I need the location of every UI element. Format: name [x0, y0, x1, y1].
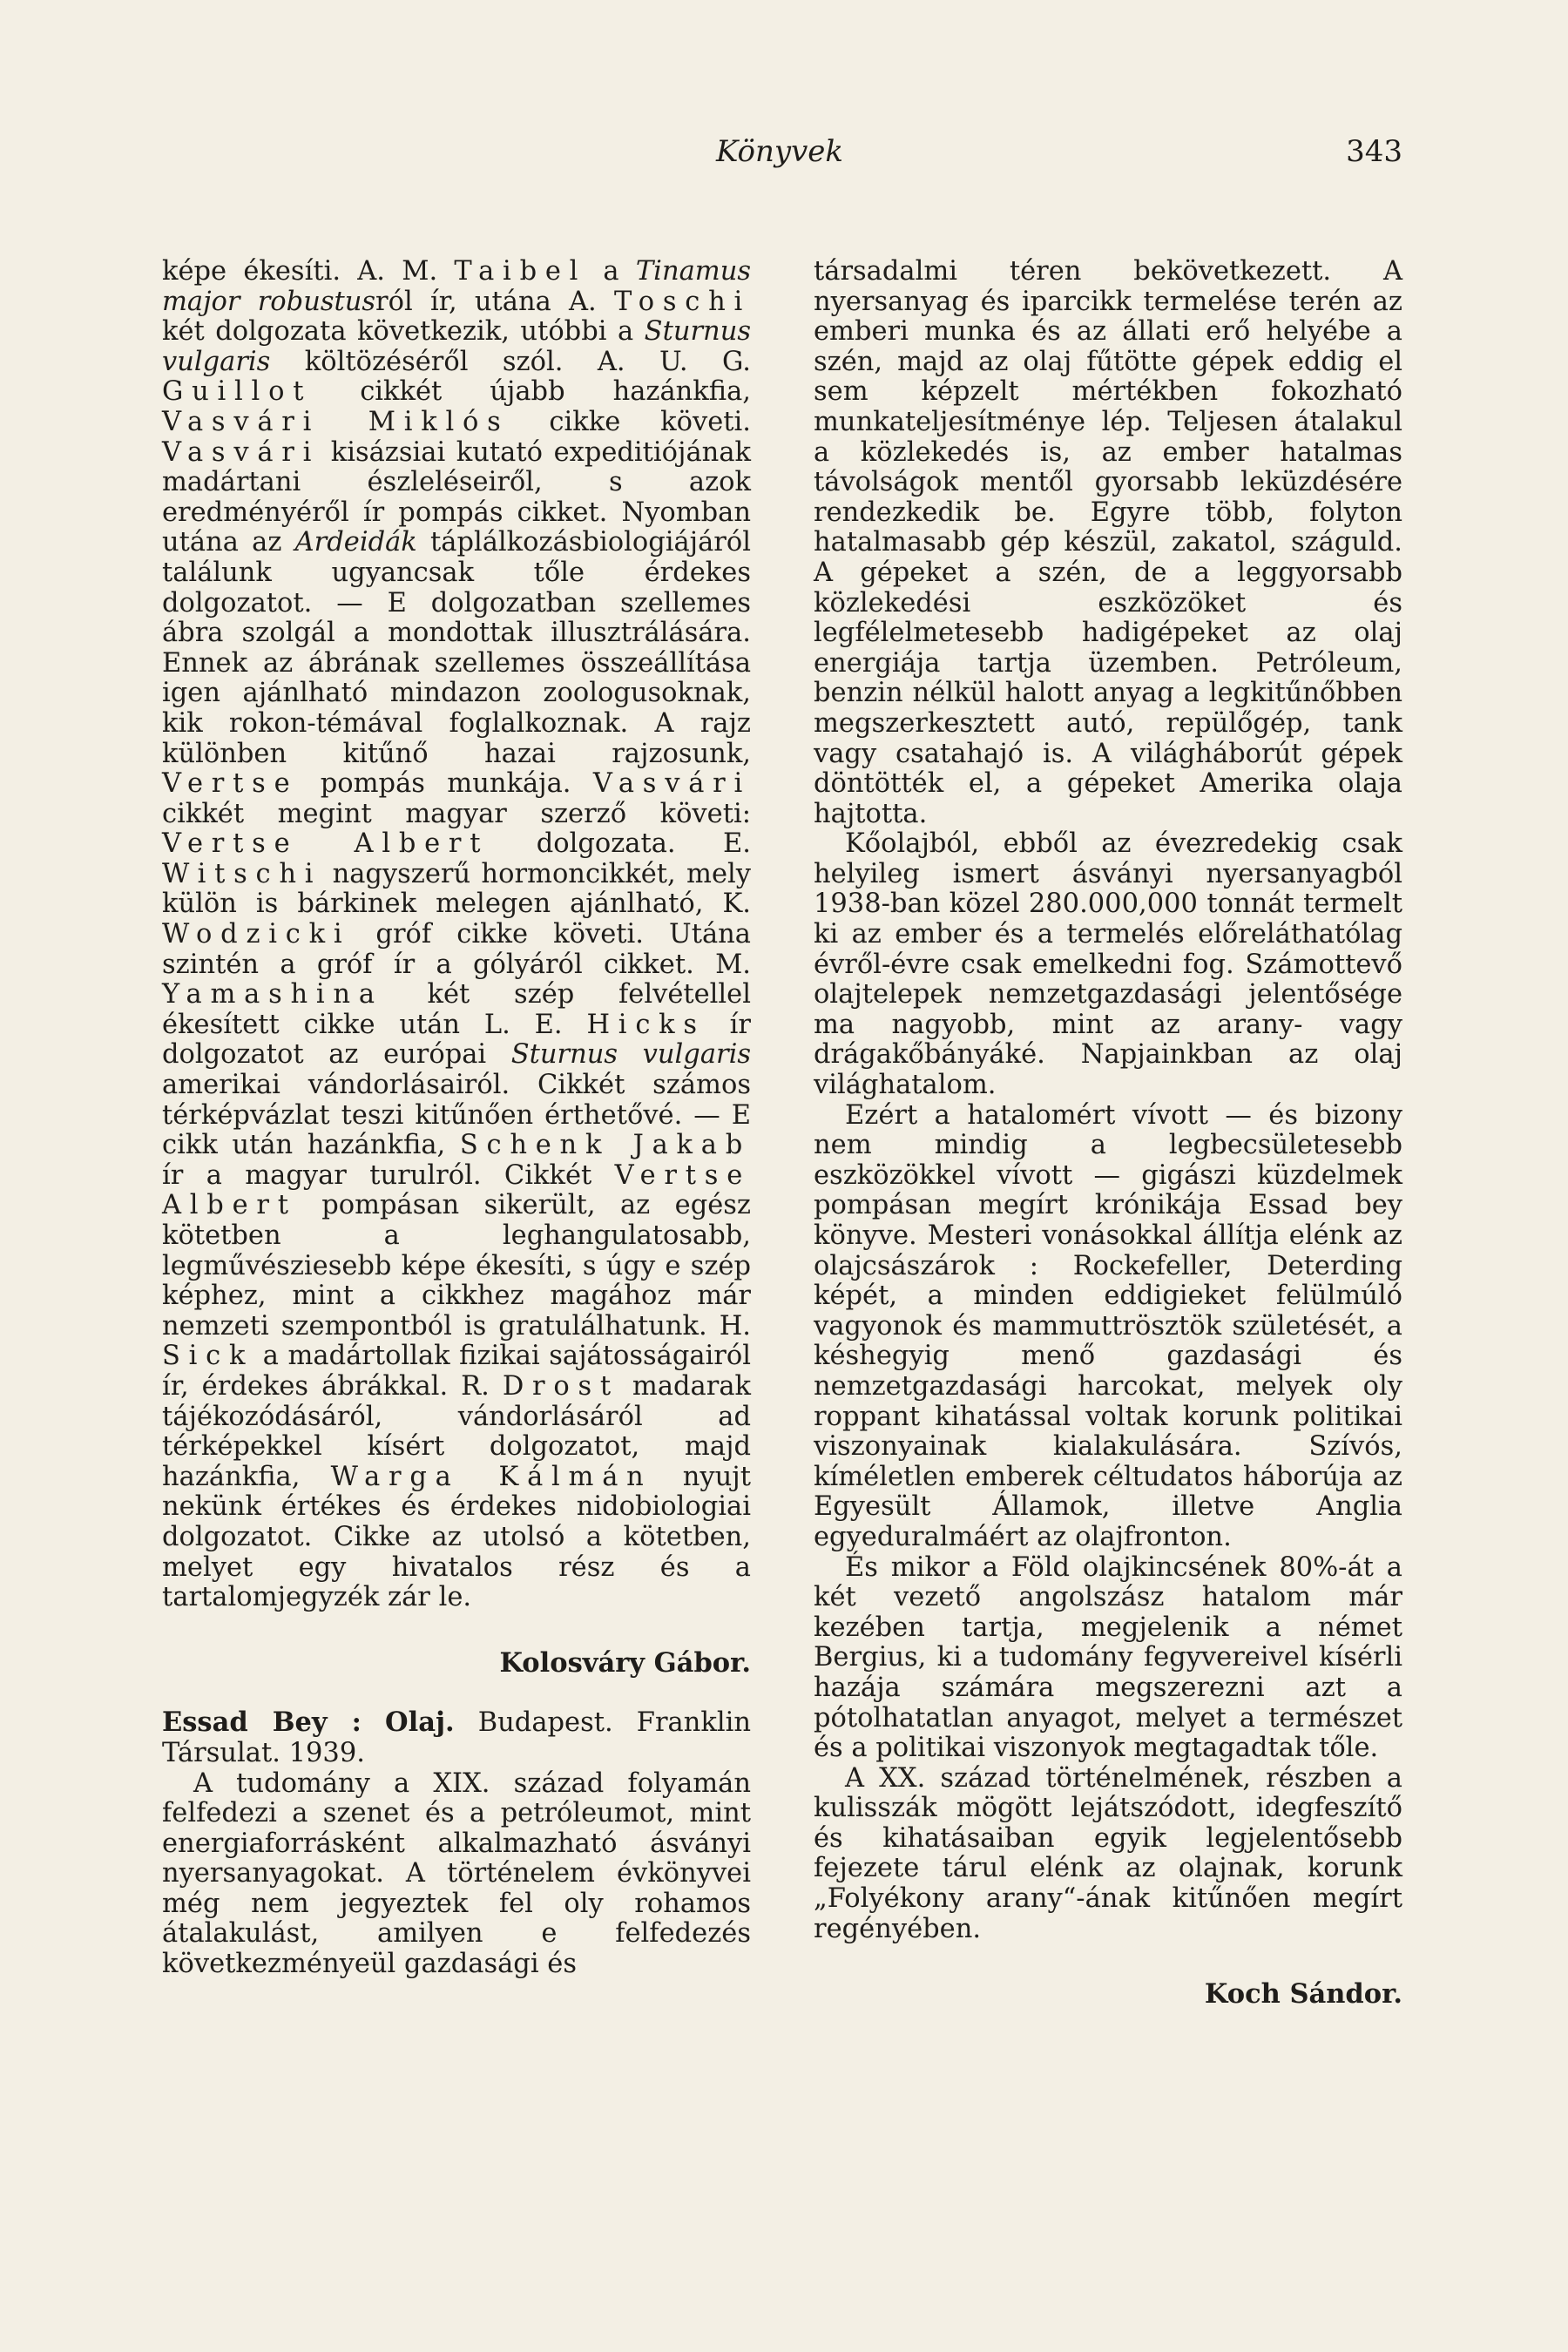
page-header: [157, 131, 1402, 183]
review-paragraph: A tudomány a XIX. század folyamán felfedezi a szenet és a petróleumot, mint energiaforrásként alkalmazható ásványi nyersanyagokat. A történelem évkönyvei még nem jegyeztek fel oly rohamos átalakulást, amilyen e felfedezés következményeül gazdasági és: [162, 1767, 751, 1980]
running-title: Könyvek: [716, 134, 843, 169]
left-column: [162, 257, 751, 1980]
review-paragraph: És mikor a Föld olajkincsének 80%-át a két vezető angolszász hatalom már kezében tartja, megjelenik a német Bergius, ki a tudomány fegyvereivel kísérli hazája számára megszerezni azt a pótolhatatlan anyagot, melyet a természet és a politikai viszonyok megtagadtak tőle.: [814, 1551, 1402, 1764]
page-number: 343: [1346, 134, 1402, 169]
review-paragraph: társadalmi téren bekövetkezett. A nyersanyag és iparcikk termelése terén az emberi munka és az állati erő helyébe a szén, majd az olaj fűtötte gépek eddig el sem képzelt mértékben fokozható munkateljesítménye lép. Teljesen átalakul a közlekedés is, az ember hatalmas távolságok mentől gyorsabb leküzdésére rendezkedik be. Egyre több, folyton hatalmasabb gép készül, zakatol, száguld. A gépeket a szén, de a leggyorsabb közlekedési eszközöket és legfélelmetesebb hadigépeket az olaj energiája tartja üzemben. Petróleum, benzin nélkül halott anyag a legkitűnőbben megszerkesztett autó, repülőgép, tank vagy csatahajó is. A világháborút gépek döntötték el, a gépeket Amerika olaja hajtotta.: [814, 256, 1402, 829]
review-paragraph: A XX. század történelmének, részben a kulisszák mögött lejátszódott, idegfeszítő és kihatásaiban egyik legjelentősebb fejezete tárul elénk az olajnak, korunk „Folyékony arany“-ának kitűnően megírt regényében.: [814, 1762, 1402, 1944]
signature-koch: Koch Sándor.: [1204, 1978, 1402, 2011]
signature-kolosvary: Kolosváry Gábor.: [499, 1646, 751, 1679]
review-heading: Essad Bey : Olaj. Budapest. Franklin Társulat. 1939.: [162, 1707, 751, 1768]
review-paragraph: Ezért a hatalomért vívott — és bizony nem mindig a legbecsületesebb eszközökkel vívott — gigászi küzdelmek pompásan megírt krónikája Essad bey könyve. Mesteri vonásokkal állítja elénk az olajcsászárok : Rockefeller, Deterding képét, a minden eddigieket felülmúló vagyonok és mammuttrösztök születését, a késhegyig menő gazdasági és nemzetgazdasági harcokat, melyek oly roppant kihatással voltak korunk politikai viszonyainak kialakulására. Szívós, kíméletlen emberek céltudatos háborúja az Egyesült Államok, illetve Anglia egyeduralmáért az olajfronton.: [814, 1099, 1402, 1552]
review-paragraph: képe ékesíti. A. M. Taibel a Tinamus major robustusról ír, utána A. Toschi két dolgozata következik, utóbbi a Sturnus vulgaris költözéséről szól. A. U. G. Guillot cikkét újabb hazánkfia, Vasvári Miklós cikke követi. Vasvári kisázsiai kutató expeditiójának madártani észleléseiről, s azok eredményéről ír pompás cikket. Nyomban utána az Ardeidák táplálkozásbiologiájáról találunk ugyancsak tőle érdekes dolgozatot. — E dolgozatban szellemes ábra szolgál a mondottak illusztrálására. Ennek az ábrának szellemes összeállítása igen ajánlható mindazon zoologusoknak, kik rokon-témával foglalkoznak. A rajz különben kitűnő hazai rajzosunk, Vertse pompás munkája. Vasvári cikkét megint magyar szerző követi: Vertse Albert dolgozata. E. Witschi nagyszerű hormoncikkét, mely külön is bárkinek melegen ajánlható, K. Wodzicki gróf cikke követi. Utána szintén a gróf ír a gólyáról cikket. M. Yamashina két szép felvétellel ékesített cikke után L. E. Hicks ír dolgozatot az európai Sturnus vulgaris amerikai vándorlásairól. Cikkét számos térképvázlat teszi kitűnően érthetővé. — E cikk után hazánkfia, Schenk Jakab ír a magyar turulról. Cikkét Vertse Albert pompásan sikerült, az egész kötetben a leghangulatosabb, legművésziesebb képe ékesíti, s úgy e szép képhez, mint a cikkhez magához már nemzeti szempontból is gratulálhatunk. H. Sick a madártollak fizikai sajátosságairól ír, érdekes ábrákkal. R. Drost madarak tájékozódásáról, vándorlásáról ad térképekkel kísért dolgozatot, majd hazánkfia, Warga Kálmán nyujt nekünk értékes és érdekes nidobiologiai dolgozatot. Cikke az utolsó a kötetben, melyet egy hivatalos rész és a tartalomjegyzék zár le.: [162, 256, 751, 1613]
right-column: [814, 257, 1402, 2010]
review-paragraph: Kőolajból, ebből az évezredekig csak helyileg ismert ásványi nyersanyagból 1938-ban közel 280.000,000 tonnát termelt ki az ember és a termelés előreláthatólag évről-évre csak emelkedni fog. Számottevő olajtelepek nemzetgazdasági jelentősége ma nagyobb, mint az arany- vagy drágakőbányáké. Napjainkban az olaj világhatalom.: [814, 828, 1402, 1101]
